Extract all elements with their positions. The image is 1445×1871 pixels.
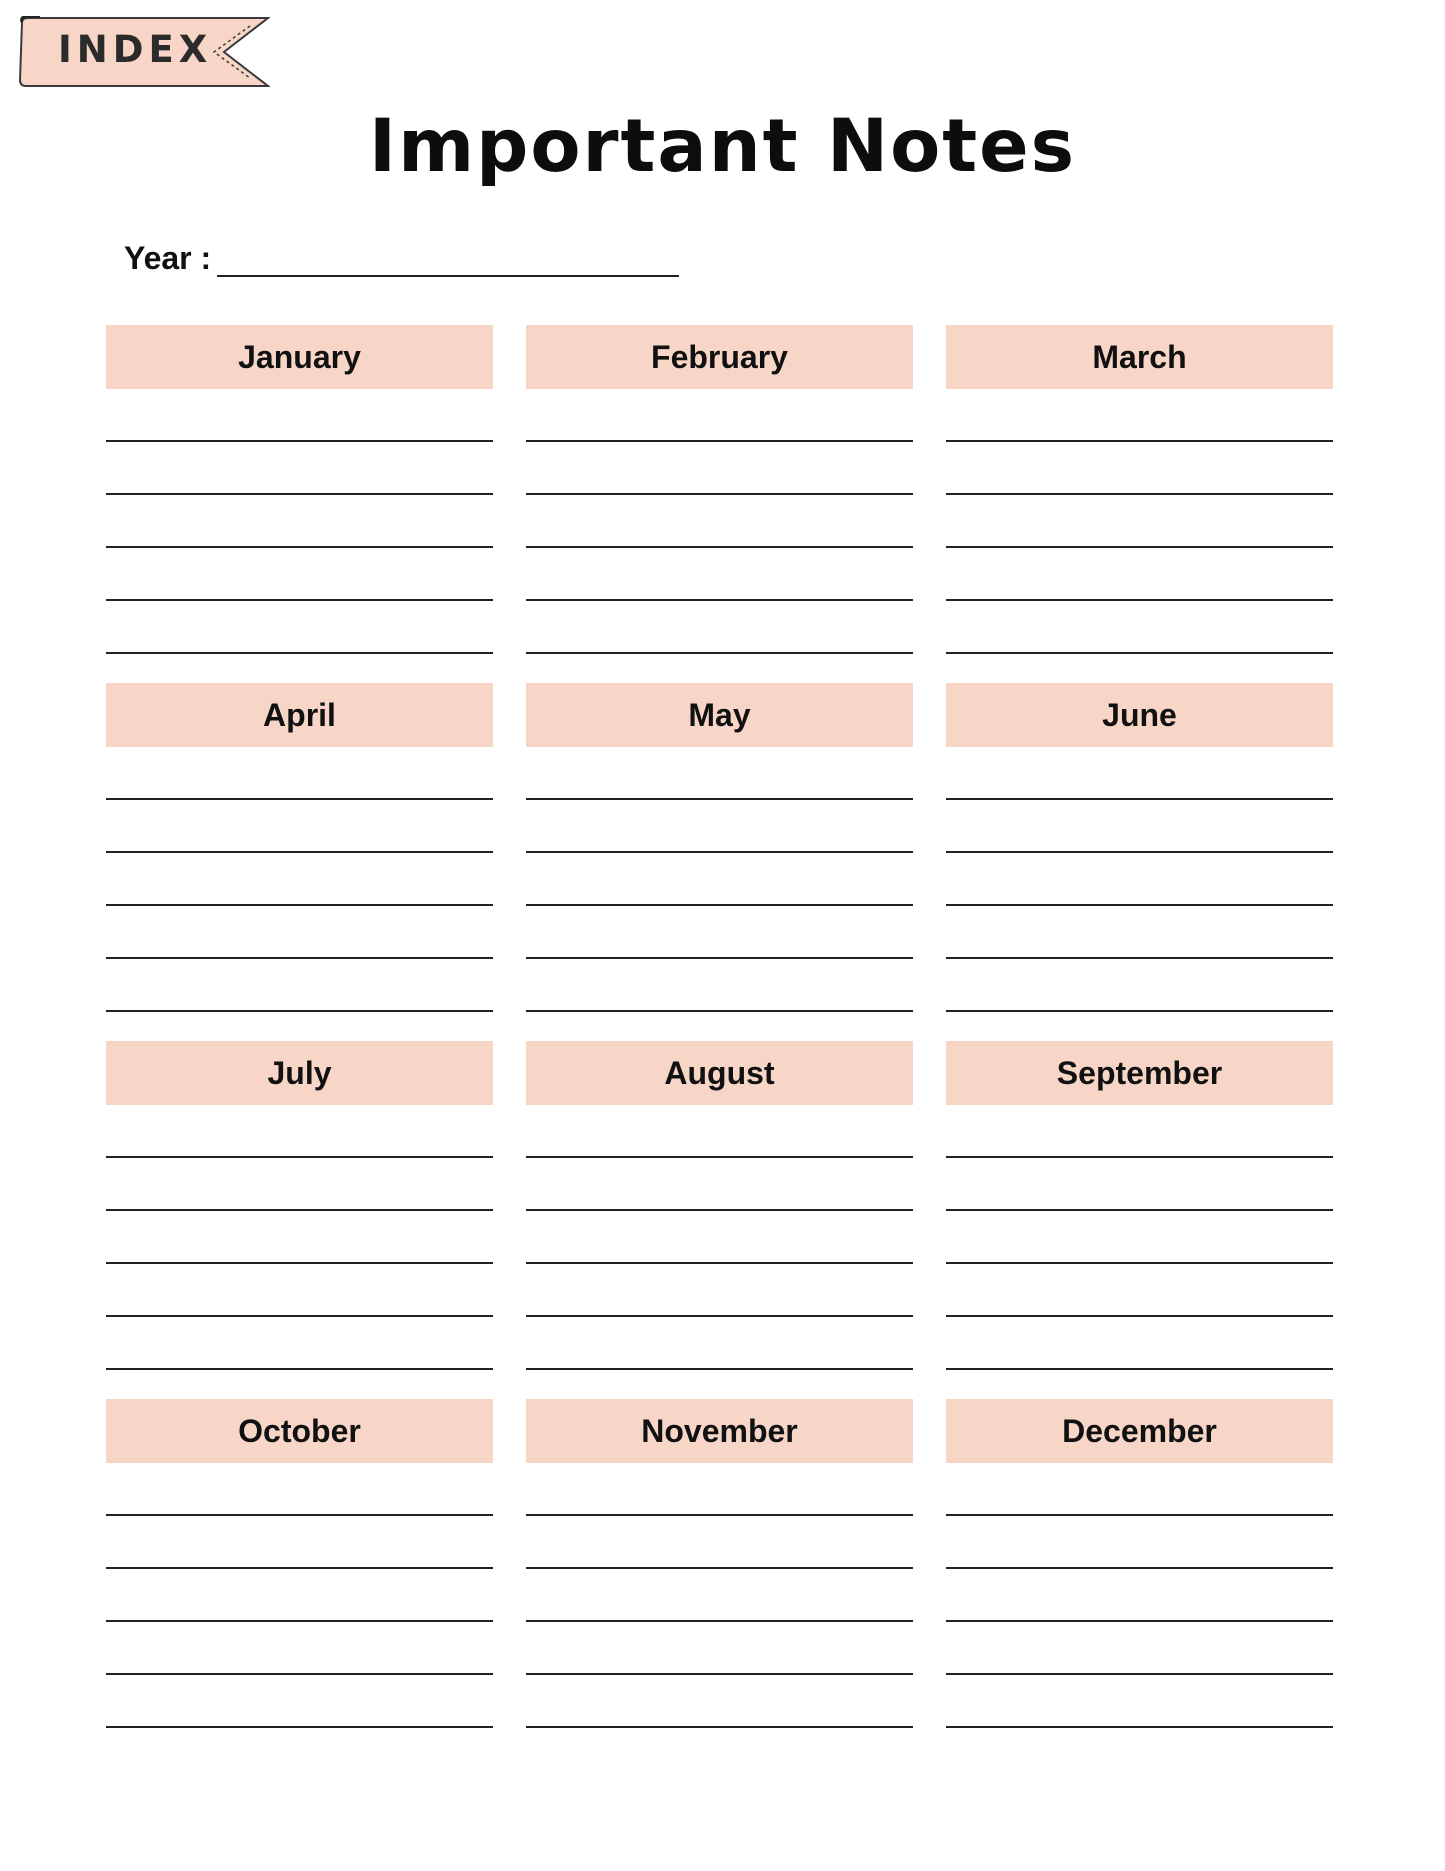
- month-block-january: [106, 325, 493, 683]
- note-line[interactable]: [106, 1156, 493, 1158]
- month-block-july: [106, 1041, 493, 1399]
- note-line[interactable]: [106, 440, 493, 442]
- note-line[interactable]: [106, 957, 493, 959]
- note-line[interactable]: [106, 1514, 493, 1516]
- month-header: November: [526, 1399, 913, 1463]
- year-label: Year :: [124, 240, 212, 276]
- note-line[interactable]: [106, 599, 493, 601]
- month-header: January: [106, 325, 493, 389]
- months-grid: [106, 325, 1332, 1757]
- year-field: [124, 240, 679, 277]
- month-header: October: [106, 1399, 493, 1463]
- note-line[interactable]: [526, 1156, 913, 1158]
- month-block-june: [946, 683, 1333, 1041]
- note-line[interactable]: [106, 1673, 493, 1675]
- note-line[interactable]: [106, 798, 493, 800]
- note-line[interactable]: [946, 1514, 1333, 1516]
- note-line[interactable]: [526, 493, 913, 495]
- note-line[interactable]: [106, 904, 493, 906]
- note-line[interactable]: [526, 1567, 913, 1569]
- index-tab[interactable]: [18, 16, 270, 88]
- note-line[interactable]: [946, 1209, 1333, 1211]
- note-line[interactable]: [526, 546, 913, 548]
- note-line[interactable]: [526, 1209, 913, 1211]
- note-line[interactable]: [946, 599, 1333, 601]
- note-line[interactable]: [526, 1010, 913, 1012]
- year-input-line[interactable]: [217, 241, 679, 277]
- note-line[interactable]: [526, 1315, 913, 1317]
- note-line[interactable]: [946, 957, 1333, 959]
- month-block-may: [526, 683, 913, 1041]
- month-header: April: [106, 683, 493, 747]
- month-header: September: [946, 1041, 1333, 1105]
- month-block-october: [106, 1399, 493, 1757]
- note-line[interactable]: [526, 440, 913, 442]
- note-line[interactable]: [946, 1262, 1333, 1264]
- month-block-december: [946, 1399, 1333, 1757]
- note-line[interactable]: [106, 1368, 493, 1370]
- month-block-november: [526, 1399, 913, 1757]
- note-line[interactable]: [526, 652, 913, 654]
- note-line[interactable]: [946, 1010, 1333, 1012]
- month-header: March: [946, 325, 1333, 389]
- month-header: February: [526, 325, 913, 389]
- note-line[interactable]: [106, 1010, 493, 1012]
- note-line[interactable]: [526, 1726, 913, 1728]
- note-line[interactable]: [106, 493, 493, 495]
- note-line[interactable]: [946, 546, 1333, 548]
- note-line[interactable]: [946, 1567, 1333, 1569]
- month-header: May: [526, 683, 913, 747]
- note-line[interactable]: [946, 798, 1333, 800]
- index-label: INDEX: [58, 28, 213, 71]
- note-line[interactable]: [946, 1726, 1333, 1728]
- note-line[interactable]: [526, 1620, 913, 1622]
- month-block-august: [526, 1041, 913, 1399]
- month-header: December: [946, 1399, 1333, 1463]
- month-block-march: [946, 325, 1333, 683]
- note-line[interactable]: [946, 1368, 1333, 1370]
- note-line[interactable]: [106, 1262, 493, 1264]
- note-line[interactable]: [526, 904, 913, 906]
- note-line[interactable]: [946, 1673, 1333, 1675]
- note-line[interactable]: [526, 798, 913, 800]
- note-line[interactable]: [946, 1620, 1333, 1622]
- note-line[interactable]: [106, 851, 493, 853]
- month-header: July: [106, 1041, 493, 1105]
- note-line[interactable]: [526, 851, 913, 853]
- note-line[interactable]: [946, 493, 1333, 495]
- note-line[interactable]: [946, 652, 1333, 654]
- note-line[interactable]: [106, 1620, 493, 1622]
- page-title: Important Notes: [368, 104, 1077, 189]
- note-line[interactable]: [946, 851, 1333, 853]
- note-line[interactable]: [106, 546, 493, 548]
- month-block-february: [526, 325, 913, 683]
- note-line[interactable]: [526, 1673, 913, 1675]
- note-line[interactable]: [106, 652, 493, 654]
- note-line[interactable]: [526, 1368, 913, 1370]
- note-line[interactable]: [106, 1209, 493, 1211]
- note-line[interactable]: [106, 1315, 493, 1317]
- note-line[interactable]: [946, 1156, 1333, 1158]
- note-line[interactable]: [946, 440, 1333, 442]
- note-line[interactable]: [946, 904, 1333, 906]
- note-line[interactable]: [106, 1726, 493, 1728]
- month-header: August: [526, 1041, 913, 1105]
- note-line[interactable]: [946, 1315, 1333, 1317]
- month-block-september: [946, 1041, 1333, 1399]
- month-block-april: [106, 683, 493, 1041]
- note-line[interactable]: [526, 1514, 913, 1516]
- note-line[interactable]: [106, 1567, 493, 1569]
- note-line[interactable]: [526, 1262, 913, 1264]
- note-line[interactable]: [526, 599, 913, 601]
- month-header: June: [946, 683, 1333, 747]
- note-line[interactable]: [526, 957, 913, 959]
